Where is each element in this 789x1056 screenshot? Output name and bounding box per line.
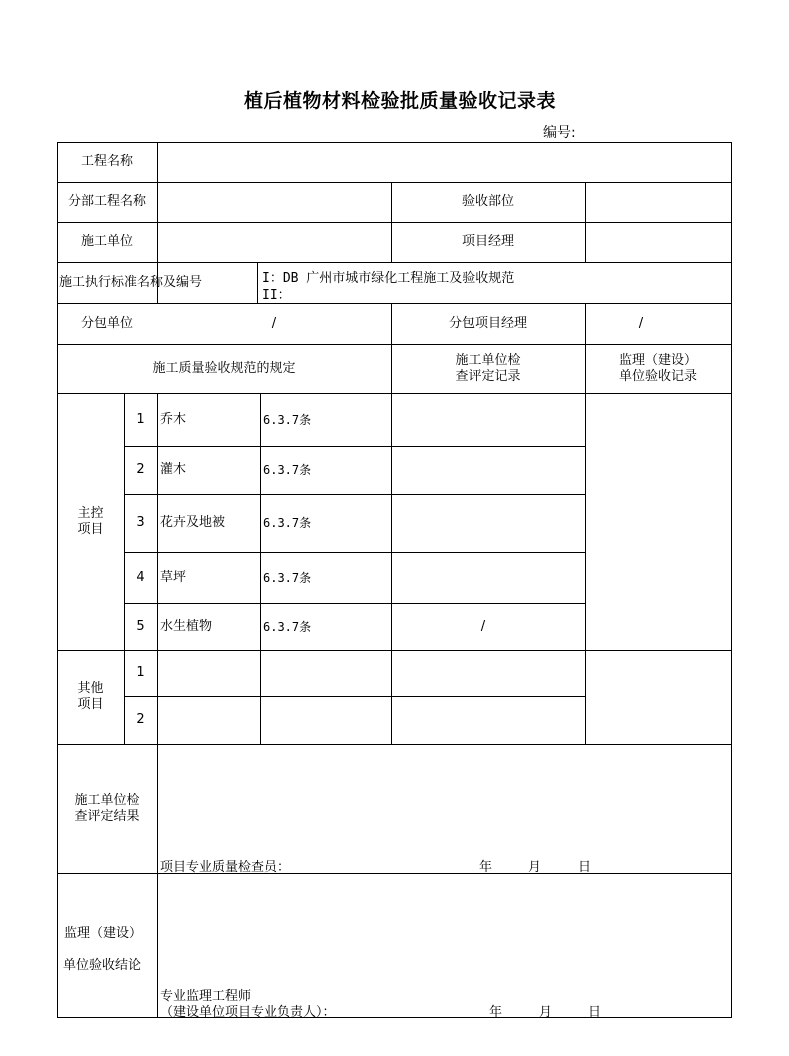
result-month-label: 月 <box>528 860 542 875</box>
subcontract-unit-value: / <box>271 315 277 331</box>
spec-header: 施工质量验收规范的规定 <box>152 360 296 376</box>
other-item-clause-field[interactable] <box>261 651 390 695</box>
other-items-supervision-field[interactable] <box>586 651 730 743</box>
table-row-number: 2 <box>136 462 145 477</box>
conclusion-year-label: 年 <box>489 1005 503 1020</box>
other-item-record-field[interactable] <box>392 697 584 743</box>
table-row-number: 5 <box>136 618 145 634</box>
standard-line-2: II： <box>262 288 291 303</box>
supervision-header-line-1: 监理（建设） <box>618 352 697 368</box>
other-item-name-field[interactable] <box>158 651 259 695</box>
standard-line-1: I：DB 广州市城市绿化工程施工及验收规范 <box>262 271 515 286</box>
main-items-supervision-field[interactable] <box>586 394 730 649</box>
conclusion-month-label: 月 <box>539 1005 553 1020</box>
supervision-conclusion-label-line-1: 监理（建设） <box>64 926 143 941</box>
main-items-label-line-2: 项目 <box>77 521 104 537</box>
page-title: 植后植物材料检验批质量验收记录表 <box>243 90 556 112</box>
result-day-label: 日 <box>578 860 592 875</box>
table-row-clause: 6.3.7条 <box>263 619 312 634</box>
construction-result-label <box>57 744 157 873</box>
construction-unit-label: 施工单位 <box>80 234 133 249</box>
supervision-responsible-label: （建设单位项目专业负责人）： <box>160 1005 336 1020</box>
table-row-number: 4 <box>136 569 145 585</box>
other-items-label <box>57 650 124 744</box>
construction-result-field[interactable] <box>158 745 730 850</box>
table-row-item: 草坪 <box>160 569 187 585</box>
table-row-item: 灌木 <box>160 462 187 477</box>
table-row-clause: 6.3.7条 <box>263 570 312 585</box>
other-item-name-field[interactable] <box>158 697 259 743</box>
table-row-record[interactable] <box>391 552 585 603</box>
check-header-line-1: 施工单位检 <box>455 352 521 368</box>
project-name-field[interactable] <box>158 143 730 181</box>
subcontract-manager-label: 分包项目经理 <box>448 315 527 331</box>
other-items-label-line-1: 其他 <box>77 681 104 696</box>
supervision-conclusion-label-line-2: 单位验收结论 <box>63 958 142 973</box>
standard-label: 施工执行标准名称及编号 <box>59 274 203 290</box>
table-row-item: 花卉及地被 <box>160 515 226 530</box>
table-row-record[interactable] <box>391 446 585 494</box>
other-item-clause-field[interactable] <box>261 697 390 743</box>
construction-result-label-line-2: 查评定结果 <box>74 808 140 824</box>
subcontract-manager-value: / <box>638 315 644 331</box>
check-record-header <box>391 344 585 393</box>
table-row-clause: 6.3.7条 <box>263 463 312 477</box>
serial-number-label: 编号: <box>543 125 576 141</box>
supervision-engineer-label: 专业监理工程师 <box>160 989 252 1004</box>
table-row-item: 水生植物 <box>160 618 213 634</box>
result-year-label: 年 <box>479 860 493 875</box>
supervision-header-line-2: 单位验收记录 <box>618 368 697 384</box>
acceptance-part-field[interactable] <box>586 183 730 221</box>
table-row-record[interactable] <box>391 494 585 552</box>
table-row-record[interactable] <box>391 393 585 446</box>
supervision-conclusion-field[interactable] <box>158 874 730 982</box>
project-manager-field[interactable] <box>586 223 730 261</box>
sub-project-field[interactable] <box>158 183 390 221</box>
acceptance-part-label: 验收部位 <box>461 194 514 209</box>
main-items-label <box>57 393 124 650</box>
inspector-label: 项目专业质量检查员： <box>160 860 291 875</box>
table-row-clause: 6.3.7条 <box>263 412 312 427</box>
table-row-number: 2 <box>136 712 145 727</box>
main-items-label-line-1: 主控 <box>77 505 104 521</box>
supervision-record-header <box>585 344 731 393</box>
other-items-label-line-2: 项目 <box>77 697 104 712</box>
construction-unit-field[interactable] <box>158 223 390 261</box>
table-row-number: 3 <box>136 515 145 530</box>
table-row-record[interactable]: / <box>480 618 486 634</box>
conclusion-day-label: 日 <box>588 1005 602 1020</box>
project-name-label: 工程名称 <box>80 154 133 169</box>
project-manager-label: 项目经理 <box>461 234 514 249</box>
table-row-number: 1 <box>136 665 145 680</box>
table-row-number: 1 <box>136 411 145 427</box>
table-row-clause: 6.3.7条 <box>263 516 312 530</box>
check-header-line-2: 查评定记录 <box>455 368 521 384</box>
other-item-record-field[interactable] <box>392 651 584 695</box>
construction-result-label-line-1: 施工单位检 <box>74 792 140 808</box>
table-row-item: 乔木 <box>160 411 187 427</box>
subcontract-unit-label: 分包单位 <box>80 315 133 331</box>
sub-project-label: 分部工程名称 <box>67 194 146 209</box>
